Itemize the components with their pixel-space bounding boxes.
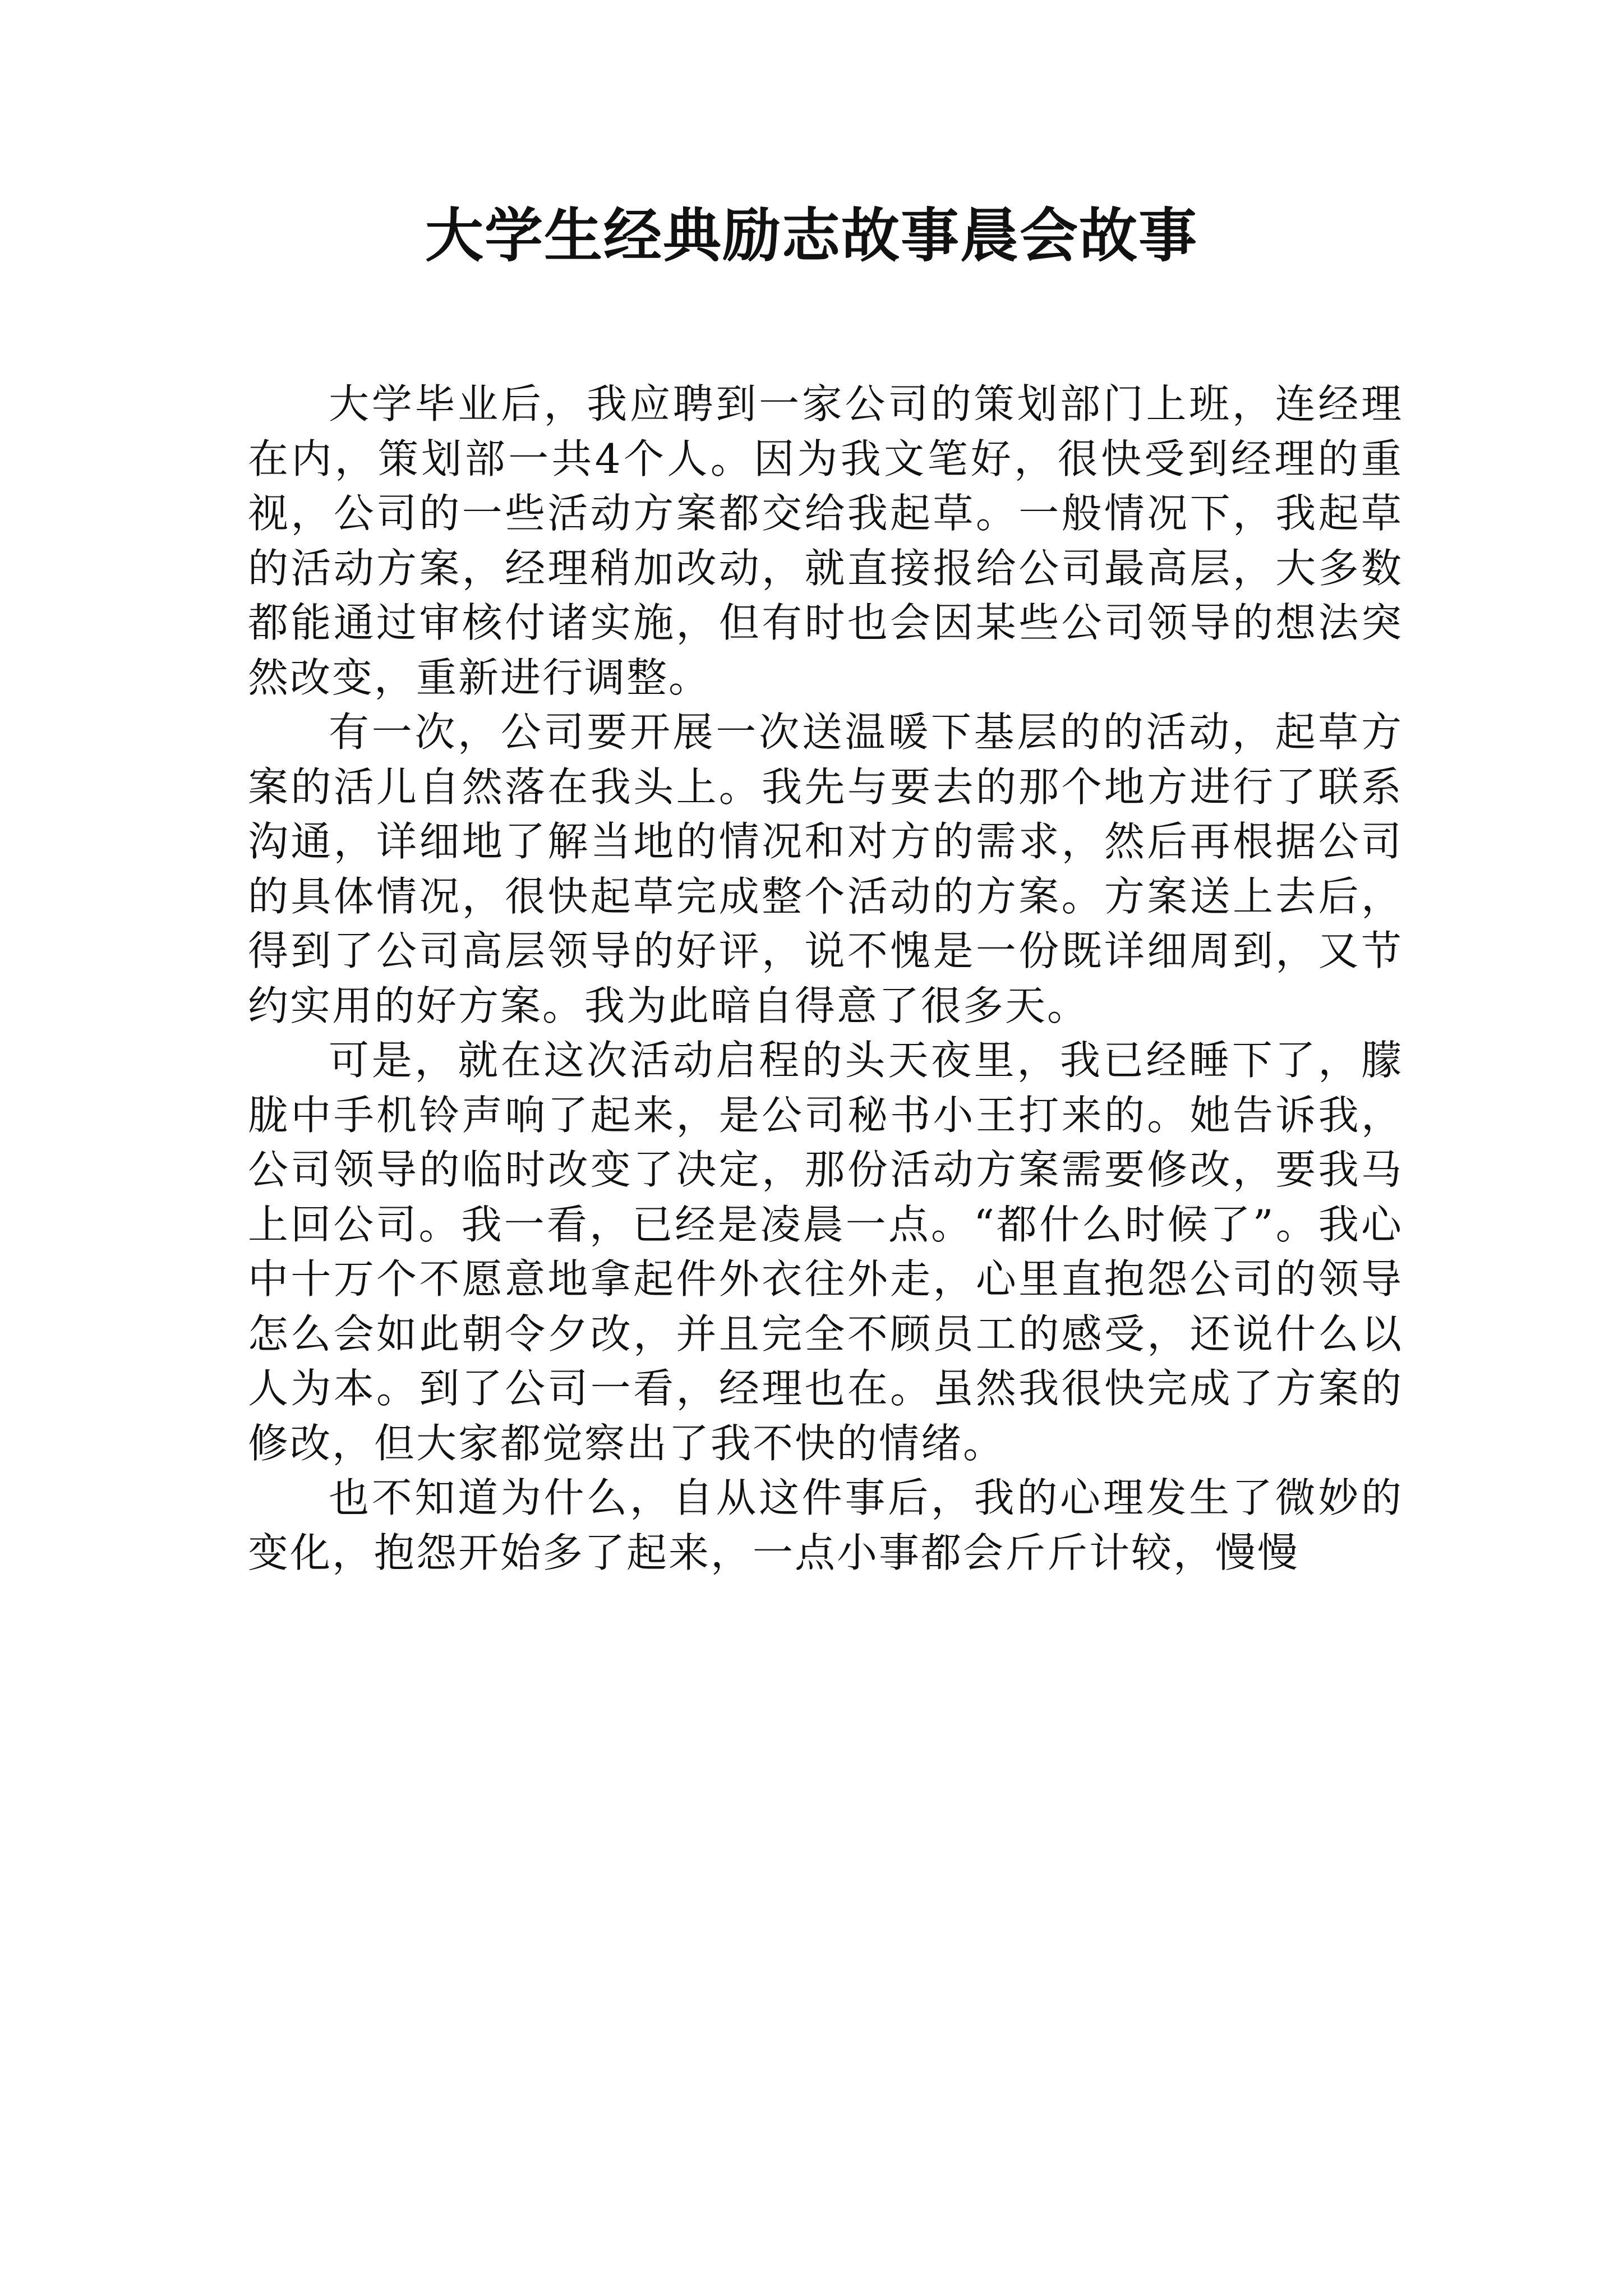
paragraph-3: 可是，就在这次活动启程的头天夜里，我已经睡下了，朦胧中手机铃声响了起来，是公司秘书小王打来的。她告诉我，公司领导的临时改变了决定，那份活动方案需要修改，要我马上回公司。我一看，已经是凌晨一点。“都什么时候了”。我心中十万个不愿意地拿起件外衣往外走，心里直抱怨公司的领导怎么会如此朝令夕改，并且完全不顾员工的感受，还说什么以人为本。到了公司一看，经理也在。虽然我很快完成了方案的修改，但大家都觉察出了我不快的情绪。 — [248, 1037, 1403, 1467]
document-body — [248, 377, 1403, 1580]
document-title: 大学生经典励志故事晨会故事 — [425, 201, 1198, 270]
paragraph-4: 也不知道为什么，自从这件事后，我的心理发生了微妙的变化，抱怨开始多了起来，一点小事都会斤斤计较，慢慢 — [248, 1474, 1403, 1576]
paragraph-1: 大学毕业后，我应聘到一家公司的策划部门上班，连经理在内，策划部一共4个人。因为我文笔好，很快受到经理的重视，公司的一些活动方案都交给我起草。一般情况下，我起草的活动方案，经理稍加改动，就直接报给公司最高层，大多数都能通过审核付诸实施，但有时也会因某些公司领导的想法突然改变，重新进行调整。 — [248, 380, 1403, 701]
paragraph-2: 有一次，公司要开展一次送温暖下基层的的活动，起草方案的活儿自然落在我头上。我先与要去的那个地方进行了联系沟通，详细地了解当地的情况和对方的需求，然后再根据公司的具体情况，很快起草完成整个活动的方案。方案送上去后，得到了公司高层领导的好评，说不愧是一份既详细周到，又节约实用的好方案。我为此暗自得意了很多天。 — [248, 708, 1403, 1029]
